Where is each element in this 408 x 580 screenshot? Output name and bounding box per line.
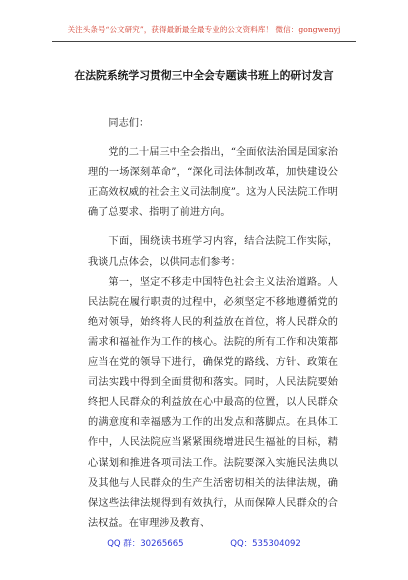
salutation: 同志们： [108,118,150,129]
document-body [88,114,338,534]
header-divider [52,41,356,42]
footer-contacts [0,537,408,549]
paragraph: 党的二十届三中全会指出，“全面依法治国是国家治理的一场深刻革命”，“深化司法体制改革，加快建设公正高效权威的社会主义司法制度”。这为人民法院工作明确了总要求、指明了前进方向。 [88,147,338,219]
paragraph: 下面，围绕读书班学习内容，结合法院工作实际，我谈几点体会，以供同志们参考： [88,236,338,268]
paragraph: 第一，坚定不移走中国特色社会主义法治道路。人民法院在履行职责的过程中，必须坚定不移地遵循党的绝对领导，始终将人民的利益放在首位，将人民群众的需求和福祉作为工作的核心。法院的所有工作和决策都应当在党的领导下进行，确保党的路线、方针、政策在司法实践中得到全面贯彻和落实。同时，人民法院要始终把人民群众的利益放在心中最高的位置，以人民群众的满意度和幸福感为工作的出发点和落脚点。在具体工作中，人民法院应当紧紧围绕增进民生福祉的目标，精心谋划和推进各项司法工作。法院要深入实施民法典以及其他与人民群众的生产生活密切相关的法律法规，确保这些法律法规得到有效执行，从而保障人民群众的合法权益。在审理涉及教育、 [88,276,338,529]
qq-group-number: QQ 群：30265665 [107,539,184,549]
header-note: 关注头条号“公文研究”，获得最新最全最专业的公文资料库！ 微信：gongwenyj [67,25,341,34]
qq-number: QQ：535304092 [230,539,301,549]
document-title: 在法院系统学习贯彻三中全会专题读书班上的研讨发言 [74,69,334,82]
